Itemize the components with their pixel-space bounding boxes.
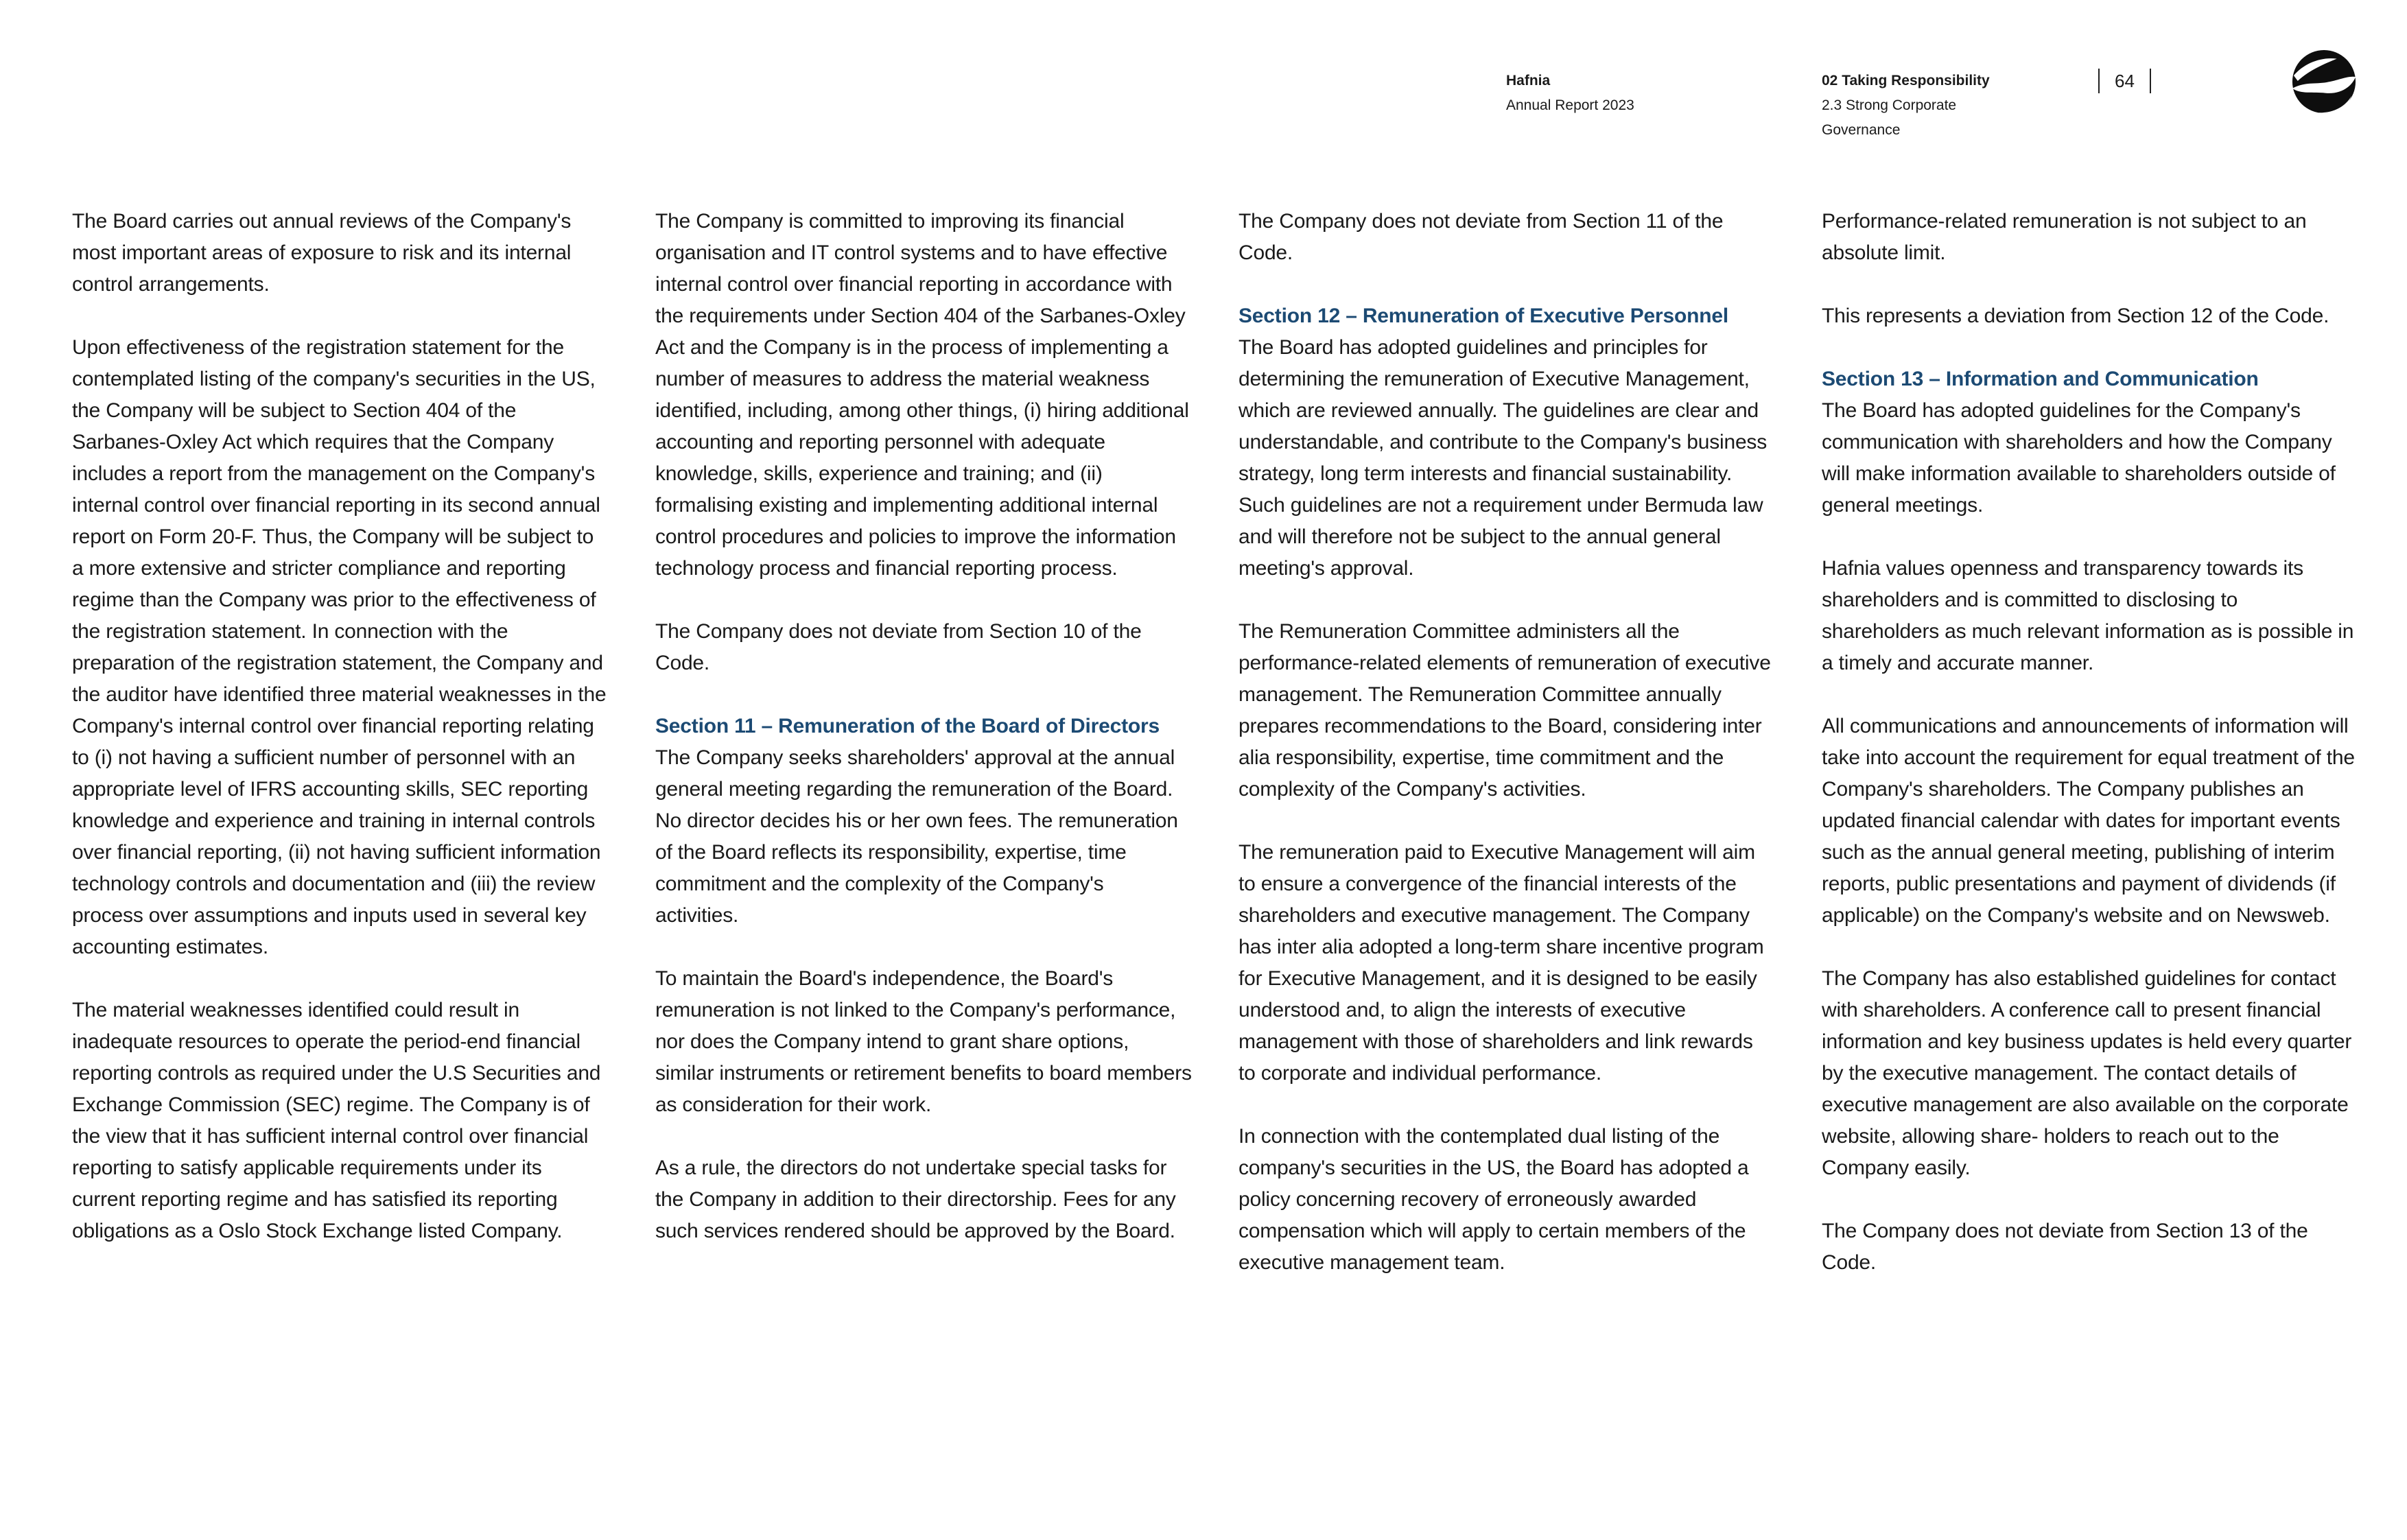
paragraph: The Company has also established guidelines for contact with shareholders. A conference call to present financial information and key business updates is held every quarter by the executive management. The contact details of executive management are also available on the corporate website, allowing share- holders to reach out to the Company easily. [1822,967,2352,1179]
text-column-2 [655,206,1192,1310]
paragraph: Hafnia values openness and transparency towards its shareholders and is committed to disclosing to shareholders as much relevant information as is possible in a timely and accurate manner. [1822,557,2354,674]
text-column-1 [72,206,609,1310]
page-number-value: 64 [2115,71,2135,91]
section-heading: Section 11 – Remuneration of the Board of Directors [655,715,1160,737]
paragraph: The Board has adopted guidelines for the Company's communication with shareholders and how the Company will make information available to shareholders outside of general meetings. [1822,399,2336,517]
paragraph: The Company does not deviate from Section 11 of the Code. [1238,210,1724,264]
paragraph: All communications and announcements of information will take into account the requirement for equal treatment of the Company's shareholders. The Company publishes an updated financial calendar with dates for important events such as the annual general meeting, publishing of interim reports, public presentations and payment of dividends (if applicable) on the Company's website and on Newsweb. [1822,715,2355,927]
brand-subtitle: Annual Report 2023 [1506,97,1634,113]
paragraph: The Company does not deviate from Section 13 of the Code. [1822,1220,2308,1274]
article-columns [72,206,2358,1310]
section-title: 02 Taking Responsibility [1822,73,1990,88]
hafnia-logo-icon [2290,48,2358,115]
paragraph: The remuneration paid to Executive Management will aim to ensure a convergence of the financial interests of the shareholders and executive management. The Company has inter alia adopted a long-term share incentive program for Executive Management, and it is designed to be easily understood and, to align the interests of executive management with those of shareholders and link rewards to corporate and individual performance. [1238,841,1764,1085]
brand-block [1506,69,1712,118]
paragraph: Upon effectiveness of the registration statement for the contemplated listing of the company's securities in the US, the Company will be subject to Section 404 of the Sarbanes-Oxley Act which requires that the Company includes a report from the management on the Company's internal control over financial reporting in its second annual report on Form 20-F. Thus, the Company will be subject to a more extensive and stricter compliance and reporting regime than the Company was prior to the effectiveness of the registration statement. In connection with the preparation of the registration statement, the Company and the auditor have identified three material weaknesses in the Company's internal control over financial reporting relating to (i) not having a sufficient number of personnel with an appropriate level of IFRS accounting skills, SEC reporting knowledge and experience and training in internal controls over financial reporting, (ii) not having sufficient information technology controls and documentation and (iii) the review process over assumptions and inputs used in several key accounting estimates. [72,336,607,958]
paragraph: The Board carries out annual reviews of the Company's most important areas of exposure to risk and its internal control arrangements. [72,210,572,296]
paragraph: This represents a deviation from Section 12 of the Code. [1822,305,2329,327]
paragraph: To maintain the Board's independence, the Board's remuneration is not linked to the Company's performance, nor does the Company intend to grant share options, similar instruments or retirement benefits to board members as consideration for their work. [655,967,1192,1116]
section-heading: Section 12 – Remuneration of Executive Personnel [1238,305,1728,327]
text-column-3 [1238,206,1775,1310]
page-number-divider-left-icon [2098,69,2100,93]
paragraph: The Company is committed to improving its financial organisation and IT control systems and to have effective internal control over financial reporting in accordance with the requirements under Section 404 of the Sarbanes-Oxley Act and the Company is in the process of implementing a number of measures to address the material weakness identified, including, among other things, (i) hiring additional accounting and reporting personnel with adequate knowledge, skills, experience and training; and (ii) formalising existing and implementing additional internal control procedures and policies to improve the information technology process and financial reporting process. [655,210,1189,580]
section-ref-block [1822,69,2007,143]
paragraph: The Remuneration Committee administers all the performance-related elements of remuneration of executive management. The Remuneration Committee annually prepares recommendations to the Board, considering inter alia responsibility, expertise, time commitment and the complexity of the Company's activities. [1238,620,1771,801]
paragraph: The material weaknesses identified could result in inadequate resources to operate the period-end financial reporting controls as required under the U.S Securities and Exchange Commission (SEC) regime. The Company is of the view that it has sufficient internal control over financial reporting to satisfy applicable requirements under its current reporting regime and has satisfied its reporting obligations as a Oslo Stock Exchange listed Company. [72,999,601,1242]
section-heading: Section 13 – Information and Communication [1822,368,2259,390]
paragraph: The Board has adopted guidelines and principles for determining the remuneration of Executive Management, which are reviewed annually. The guidelines are clear and understandable, and contribute to the Company's business strategy, long term interests and financial sustainability. Such guidelines are not a requirement under Bermuda law and will therefore not be subject to the annual general meeting's approval. [1238,336,1768,580]
paragraph: As a rule, the directors do not undertake special tasks for the Company in addition to their directorship. Fees for any such services rendered should be approved by the Board. [655,1157,1176,1242]
page-number-divider-right-icon [2150,69,2151,93]
paragraph: The Company seeks shareholders' approval at the annual general meeting regarding the remuneration of the Board. No director decides his or her own fees. The remuneration of the Board reflects its responsibility, expertise, time commitment and the complexity of the Company's activities. [655,746,1178,927]
page-number [2098,67,2151,95]
text-column-4 [1822,206,2358,1310]
brand-name: Hafnia [1506,73,1551,88]
paragraph: The Company does not deviate from Section 10 of the Code. [655,620,1142,674]
paragraph: In connection with the contemplated dual listing of the company's securities in the US, the Board has adopted a policy concerning recovery of erroneously awarded compensation which will apply to certain members of the executive management team. [1238,1125,1749,1274]
section-subtitle: 2.3 Strong Corporate Governance [1822,97,1957,138]
paragraph: Performance-related remuneration is not subject to an absolute limit. [1822,210,2307,264]
